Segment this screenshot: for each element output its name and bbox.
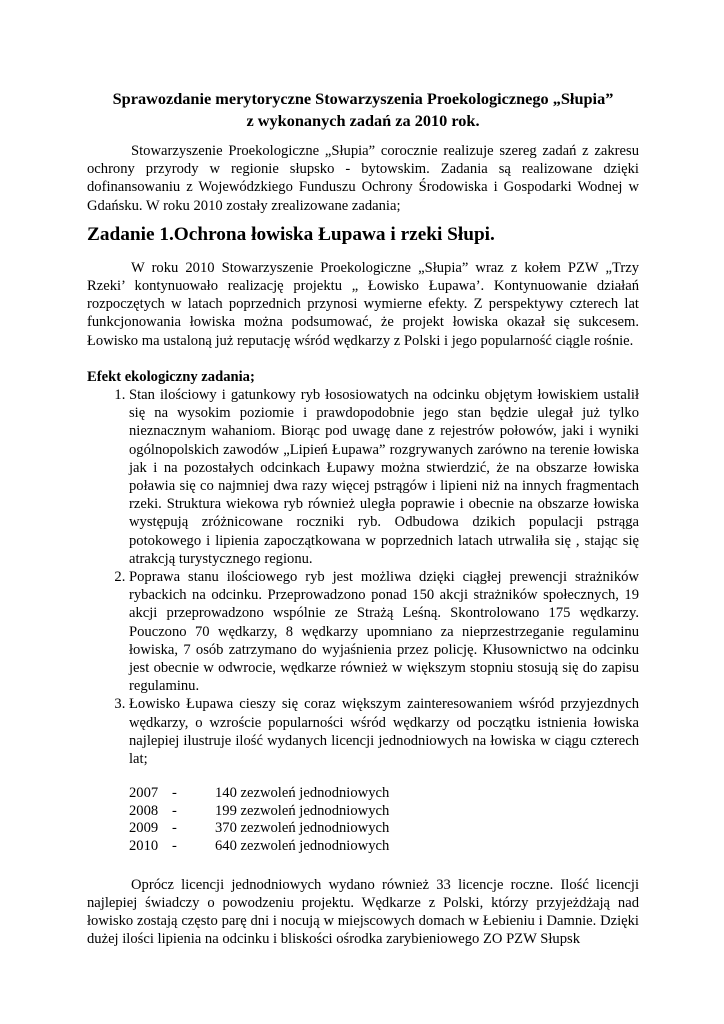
permit-count: 370 zezwoleń jednodniowych bbox=[215, 820, 390, 837]
permit-dash: - bbox=[172, 785, 177, 802]
document-page bbox=[87, 88, 639, 948]
task-heading: Zadanie 1.Ochrona łowiska Łupawa i rzeki Słupi. bbox=[87, 223, 495, 245]
intro-paragraph: Stowarzyszenie Proekologiczne „Słupia” corocznie realizuje szereg zadań z zakresu ochrony przyrody w regionie słupsko - bytowskim. Zadania są realizowane dzięki dofinansowaniu z Wojewódzkiego Funduszu Ochrony Środowiska i Gospodarki Wodnej w Gdańsku. W roku 2010 zostały zrealizowane zadania; bbox=[87, 143, 639, 214]
permit-count: 640 zezwoleń jednodniowych bbox=[215, 838, 390, 855]
permit-year: 2010 bbox=[129, 838, 159, 855]
permit-year: 2009 bbox=[129, 820, 159, 837]
permit-count: 199 zezwoleń jednodniowych bbox=[215, 802, 390, 819]
effect-item: 3. Łowisko Łupawa cieszy się coraz większym zainteresowaniem wśród przyjezdnych wędkarzy, o wzroście popularności wśród wędkarzy od początku istnienia łowiska najlepiej ilustruje ilość wydanych licencji jednodniowych na łowiska w ciągu czterech lat; bbox=[129, 695, 639, 768]
effects-list bbox=[87, 386, 639, 768]
permit-row bbox=[129, 838, 639, 856]
permit-year: 2008 bbox=[129, 802, 159, 819]
permit-dash: - bbox=[172, 838, 177, 855]
task-paragraph: W roku 2010 Stowarzyszenie Proekologiczne „Słupia” wraz z kołem PZW „Trzy Rzeki’ kontynuowało realizację projektu „ Łowisko Łupawa’. Kontynuowanie działań rozpoczętych w latach poprzednich przynosi wymierne efekty. Z perspektywy czterech lat funkcjonowania łowiska można podsumować, że projekt łowiska okazał się sukcesem. Łowisko ma ustaloną już reputację wśród wędkarzy z Polski i jego popularność ciągle rośnie. bbox=[87, 259, 639, 349]
report-title-line-1: Sprawozdanie merytoryczne Stowarzyszenia Proekologicznego „Słupia” bbox=[112, 89, 614, 108]
effect-item: 1. Stan ilościowy i gatunkowy ryb łososiowatych na odcinku objętym łowiskiem ustalił się na wysokim poziomie i prawdopodobnie jego stan będzie ulegał już tylko nieznacznym wahaniom. Biorąc pod uwagę dane z rejestrów połowów, jaki i wyniki ogólnopolskich zawodów „Lipień Łupawa” rozgrywanych zarówno na terenie łowiska jak i na pozostałych odcinkach Łupawy można stwierdzić, że na obszarze łowiska poławia się co najmniej dwa razy więcej pstrągów i lipieni niż na innych fragmentach rzeki. Struktura wiekowa ryb również uległa poprawie i obecnie na obszarze łowiska występują zróżnicowane roczniki ryb. Odbudowa dzikich populacji pstrąga potokowego i lipienia zapoczątkowana w poprzednich latach utrwaliła się , stając się atrakcją turystycznego regionu. bbox=[129, 386, 639, 568]
permits-list bbox=[129, 785, 639, 855]
permit-row bbox=[129, 820, 639, 838]
permit-count: 140 zezwoleń jednodniowych bbox=[215, 785, 390, 802]
closing-paragraph: Oprócz licencji jednodniowych wydano również 33 licencje roczne. Ilość licencji najlepiej świadczy o powodzeniu projektu. Wędkarze z Polski, którzy przyjeżdżają nad łowisko zostają często parę dni i nocują w miejscowych domach w Łebieniu i Damnie. Dzięki dużej ilości lipienia na odcinku i bliskości ośrodka zarybieniowego ZO PZW Słupsk bbox=[87, 876, 639, 948]
effect-heading: Efekt ekologiczny zadania; bbox=[87, 368, 255, 385]
permit-row bbox=[129, 803, 639, 821]
effect-item: 2. Poprawa stanu ilościowego ryb jest możliwa dzięki ciągłej prewencji strażników rybackich na odcinku. Przeprowadzono ponad 150 akcji strażników społecznych, 19 akcji przeprowadzono wspólnie ze Strażą Leśną. Skontrolowano 175 wędkarzy. Pouczono 70 wędkarzy, 8 wędkarzy upomniano za nieprzestrzeganie regulaminu łowiska, 7 osób zatrzymano do wyjaśnienia przez policję. Kłusownictwo na odcinku jest obecnie w odwrocie, wędkarze również w większym stopniu stosują się do zapisu regulaminu. bbox=[129, 568, 639, 695]
permit-row bbox=[129, 785, 639, 803]
permit-dash: - bbox=[172, 802, 177, 819]
permit-dash: - bbox=[172, 820, 177, 837]
report-title-line-2: z wykonanych zadań za 2010 rok. bbox=[246, 111, 480, 130]
permit-year: 2007 bbox=[129, 785, 159, 802]
